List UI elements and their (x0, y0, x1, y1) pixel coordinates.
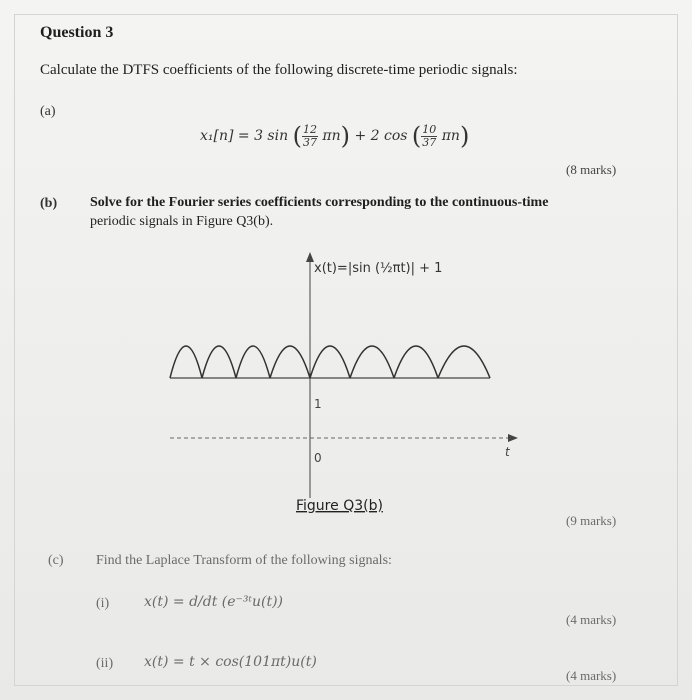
arch-8 (438, 346, 490, 378)
part-c-item-ii-expr: x(t) = t × cos(101πt)u(t) (144, 654, 317, 670)
t-label: t (505, 445, 510, 459)
fraction-12-37 (302, 124, 318, 149)
part-c-item-i-label: (i) (96, 596, 110, 611)
part-c-item-i-marks: (4 marks) (566, 612, 617, 627)
tick-label-zero: 0 (314, 451, 322, 465)
term1-var: πn (322, 128, 341, 144)
part-c-item-ii-marks: (4 marks) (566, 668, 617, 683)
arch-6 (350, 346, 394, 378)
part-b-text-line1: Solve for the Fourier series coefficients corresponding to the continuous-time (90, 195, 549, 210)
part-c-label: (c) (48, 553, 64, 568)
fraction-10-37 (421, 124, 437, 149)
eq-plus-cos: + 2 cos (354, 128, 408, 144)
arch-3 (236, 346, 270, 378)
part-b-marks: (9 marks) (566, 513, 617, 528)
part-b-label: (b) (40, 196, 58, 211)
paren-open-1: ( (292, 122, 302, 150)
frac1-num: 12 (302, 122, 317, 136)
figure-q3b (150, 240, 540, 530)
paren-close-1: ) (340, 122, 350, 150)
paren-close-2: ) (459, 122, 470, 150)
paren-open-2: ( (411, 122, 422, 150)
signal-label: x(t)=|sin (½πt)| + 1 (314, 261, 443, 276)
frac2-num: 10 (422, 122, 437, 136)
term2-var: πn (441, 128, 460, 144)
frac1-den: 37 (302, 135, 317, 149)
arch-7 (394, 346, 438, 378)
figure-caption: Figure Q3(b) (296, 498, 383, 514)
part-c-item-i-expr: x(t) = d/dt (e⁻³ᵗu(t)) (144, 594, 284, 610)
part-a-equation (200, 122, 469, 150)
part-a-label: (a) (40, 104, 56, 119)
question-title: Question 3 (40, 24, 114, 41)
eq-lhs: x₁[n] = 3 sin (200, 128, 289, 144)
question-intro: Calculate the DTFS coefficients of the following discrete-time periodic signals: (40, 62, 518, 78)
arch-1 (170, 346, 202, 378)
t-axis-arrow-icon (508, 434, 518, 442)
part-b-text-line2: periodic signals in Figure Q3(b). (90, 214, 274, 229)
y-axis-arrow-icon (306, 252, 314, 262)
part-c-item-ii-label: (ii) (96, 656, 114, 671)
arch-2 (202, 346, 236, 378)
arch-4 (270, 346, 310, 378)
arch-5 (310, 346, 350, 378)
frac2-den: 37 (422, 135, 437, 149)
tick-label-one: 1 (314, 397, 322, 411)
part-a-marks: (8 marks) (566, 162, 617, 177)
part-c-text: Find the Laplace Transform of the following signals: (96, 553, 392, 568)
